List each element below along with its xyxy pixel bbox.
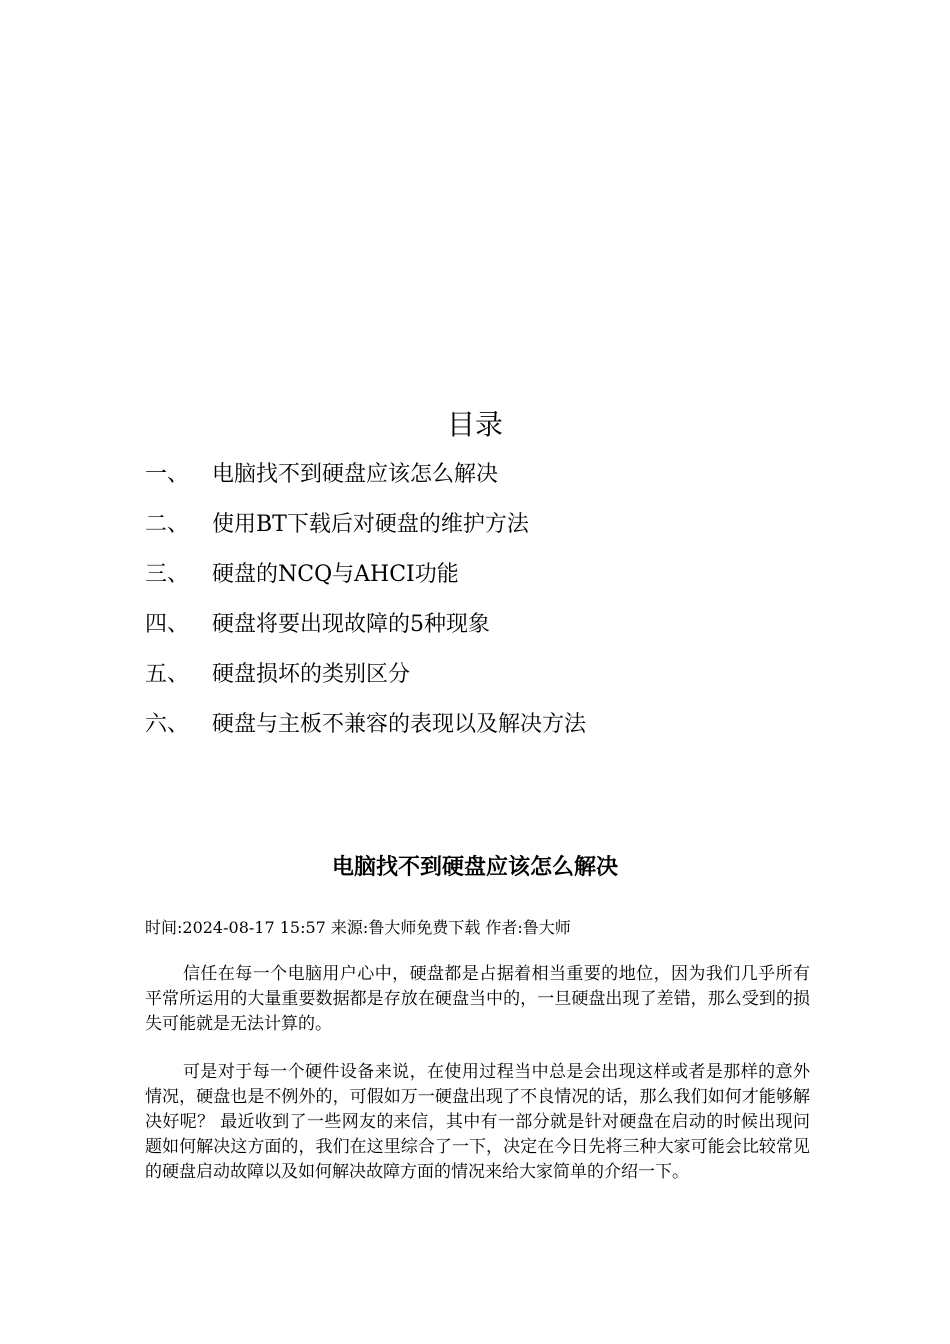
toc-item-number: 一、 — [145, 462, 190, 487]
toc-item-text: 电脑找不到硬盘应该怎么解决 — [212, 462, 499, 487]
toc-item-text: 使用BT下载后对硬盘的维护方法 — [212, 512, 529, 537]
toc-item-number: 三、 — [145, 562, 190, 587]
toc-item-number: 五、 — [145, 662, 190, 687]
toc-item[interactable] — [145, 505, 845, 555]
toc-item-text: 硬盘的NCQ与AHCI功能 — [212, 562, 459, 587]
toc-item-text: 硬盘与主板不兼容的表现以及解决方法 — [212, 712, 587, 737]
toc-item[interactable] — [145, 705, 845, 755]
toc-item[interactable] — [145, 555, 845, 605]
toc-title: 目录 — [446, 408, 503, 441]
article-meta: 时间:2024-08-17 15:57 来源:鲁大师免费下载 作者:鲁大师 — [145, 918, 571, 937]
article-paragraph: 可是对于每一个硬件设备来说，在使用过程当中总是会出现这样或者是那样的意外情况，硬盘也是不例外的，可假如万一硬盘出现了不良情况的话，那么我们如何才能够解决好呢？ 最近收到了一些网友的来信，其中有一部分就是针对硬盘在启动的时候出现问题如何解决这方面的，我们在这里综合了一下，决定在今日先将三种大家可能会比较常见的硬盘启动故障以及如何解决故障方面的情况来给大家简单的介绍一下。 — [145, 1062, 810, 1182]
toc-item-number: 六、 — [145, 712, 190, 737]
article-paragraph: 信任在每一个电脑用户心中，硬盘都是占据着相当重要的地位，因为我们几乎所有平常所运用的大量重要数据都是存放在硬盘当中的，一旦硬盘出现了差错，那么受到的损失可能就是无法计算的。 — [145, 964, 810, 1034]
toc-item[interactable] — [145, 455, 845, 505]
toc-item-number: 四、 — [145, 612, 190, 637]
toc-item-text: 硬盘将要出现故障的5种现象 — [212, 612, 490, 637]
toc-item-number: 二、 — [145, 512, 190, 537]
toc-item[interactable] — [145, 655, 845, 705]
article-title: 电脑找不到硬盘应该怎么解决 — [331, 855, 618, 880]
toc-item[interactable] — [145, 605, 845, 655]
toc-list — [145, 455, 845, 755]
toc-item-text: 硬盘损坏的类别区分 — [212, 662, 411, 687]
